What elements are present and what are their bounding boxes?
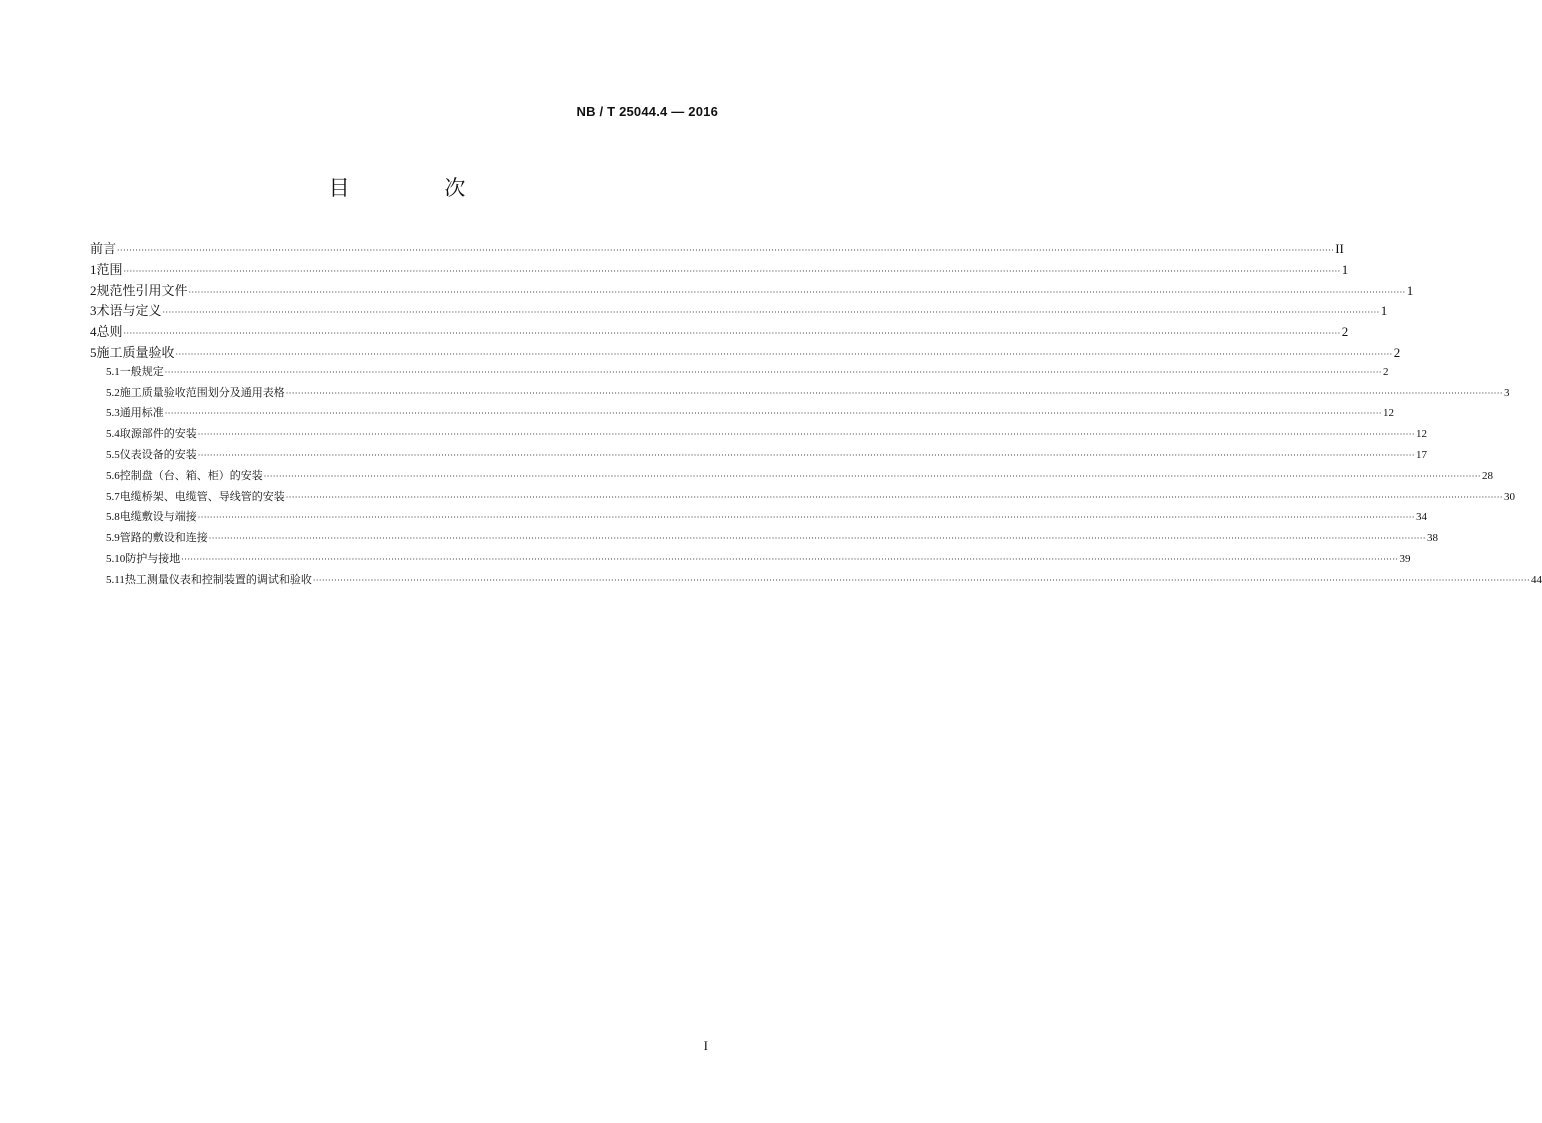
toc-dot-leader: ················································································································································································································································································································································································································: [312, 575, 1531, 585]
toc-entry[interactable]: [90, 550, 1411, 571]
toc-entry-page: 2: [1341, 324, 1349, 340]
toc-entry-title: 热工测量仪表和控制装置的调试和验收: [124, 572, 312, 586]
toc-entry-title: 控制盘（台、箱、柜）的安装: [119, 468, 263, 482]
toc-entry-number: 4: [90, 324, 97, 340]
toc-entry[interactable]: [90, 529, 1438, 550]
toc-entry[interactable]: [90, 488, 1515, 509]
toc-entry-title: 电缆桥架、电缆管、导线管的安装: [119, 489, 285, 503]
toc-entry-title: 取源部件的安装: [119, 427, 197, 441]
toc-entry-number: 5: [90, 344, 97, 360]
toc-entry-page: 1: [1341, 261, 1349, 277]
toc-entry-number: 1: [90, 261, 97, 277]
toc-entry-title: 施工质量验收范围划分及通用表格: [119, 385, 285, 399]
toc-entry-title: 防护与接地: [125, 551, 181, 565]
toc-dot-leader: ················································································································································································································································································································································································································: [285, 492, 1503, 502]
toc-entry-title: 规范性引用文件: [96, 283, 188, 299]
toc-entry[interactable]: [90, 321, 1349, 342]
toc-entry[interactable]: [90, 446, 1427, 467]
toc-dot-leader: ················································································································································································································································································································································································································: [285, 388, 1503, 398]
toc-entry-title: 术语与定义: [96, 304, 162, 320]
toc-entry[interactable]: [90, 259, 1349, 280]
toc-dot-leader: ················································································································································································································································································································································································································: [117, 246, 1335, 255]
toc-entry-title: 电缆敷设与端接: [119, 510, 197, 524]
toc-dot-leader: ················································································································································································································································································································································································································: [208, 534, 1426, 544]
toc-entry-title: 施工质量验收: [96, 345, 175, 361]
toc-entry[interactable]: [90, 280, 1414, 301]
toc-entry-page: 1: [1406, 282, 1414, 298]
toc-dot-leader: ················································································································································································································································································································································································································: [164, 409, 1382, 419]
toc-dot-leader: ················································································································································································································································································································································································································: [162, 308, 1380, 318]
page-number: I: [703, 1038, 708, 1053]
toc-entry[interactable]: [90, 363, 1389, 384]
toc-dot-leader: ················································································································································································································································································································································································································: [197, 430, 1415, 440]
toc-entry-page: 2: [1393, 344, 1401, 360]
toc-entry-number: 5.7: [106, 490, 120, 503]
toc-entry[interactable]: [90, 384, 1510, 405]
toc-entry[interactable]: [90, 425, 1427, 446]
toc-entry-title: 管路的敷设和连接: [119, 531, 208, 545]
toc-entry[interactable]: [90, 238, 1344, 259]
toc-entry-number: 5.9: [106, 532, 120, 545]
toc-entry-page: 12: [1415, 428, 1427, 441]
toc-entry-page: 38: [1426, 532, 1438, 545]
toc-entry-title: 范围: [96, 262, 123, 278]
toc-entry-page: 1: [1380, 303, 1388, 319]
table-of-contents: [90, 238, 1542, 592]
toc-entry[interactable]: [90, 404, 1394, 425]
toc-entry-number: 5.1: [106, 365, 120, 378]
toc-entry-page: 30: [1503, 490, 1515, 503]
toc-dot-leader: ················································································································································································································································································································································································································: [181, 554, 1399, 564]
standard-number: NB / T 25044.4 — 2016: [576, 104, 718, 119]
toc-entry[interactable]: [90, 300, 1388, 321]
toc-entry-page: 3: [1503, 386, 1510, 399]
toc-entry-page: 17: [1415, 448, 1427, 461]
toc-entry-number: 5.3: [106, 407, 120, 420]
toc-entry-number: 3: [90, 303, 97, 319]
toc-entry[interactable]: [90, 571, 1542, 592]
toc-entry-title: 总则: [96, 325, 123, 341]
toc-entry-page: 39: [1399, 552, 1411, 565]
toc-dot-leader: ················································································································································································································································································································································································································: [175, 349, 1393, 359]
toc-entry-page: 2: [1382, 365, 1389, 378]
toc-entry-title: 一般规定: [119, 364, 164, 378]
toc-entry-page: 34: [1415, 511, 1427, 524]
toc-entry[interactable]: [90, 508, 1427, 529]
toc-entry-number: 5.11: [106, 573, 125, 586]
toc-dot-leader: ················································································································································································································································································································································································································: [188, 287, 1406, 297]
toc-entry-number: 5.2: [106, 386, 120, 399]
toc-entry-number: 5.6: [106, 469, 120, 482]
toc-dot-leader: ················································································································································································································································································································································································································: [263, 471, 1481, 481]
toc-dot-leader: ················································································································································································································································································································································································································: [123, 329, 1341, 339]
toc-entry-number: 5.10: [106, 552, 126, 565]
toc-dot-leader: ················································································································································································································································································································································································································: [164, 367, 1382, 377]
toc-entry[interactable]: [90, 342, 1401, 363]
toc-entry-number: 2: [90, 282, 97, 298]
page-title: 目 次: [328, 176, 510, 200]
toc-entry-number: 5.8: [106, 511, 120, 524]
toc-entry-title: 仪表设备的安装: [119, 447, 197, 461]
toc-entry-number: 5.4: [106, 428, 120, 441]
toc-entry[interactable]: [90, 467, 1493, 488]
toc-entry-page: II: [1335, 241, 1344, 256]
toc-entry-number: 5.5: [106, 448, 120, 461]
toc-dot-leader: ················································································································································································································································································································································································································: [197, 450, 1415, 460]
toc-entry-page: 44: [1531, 573, 1542, 586]
toc-entry-title: 前言: [90, 242, 117, 257]
toc-dot-leader: ················································································································································································································································································································································································································: [123, 266, 1341, 276]
toc-dot-leader: ················································································································································································································································································································································································································: [197, 513, 1415, 523]
toc-entry-page: 12: [1382, 407, 1394, 420]
toc-entry-title: 通用标准: [119, 406, 164, 420]
toc-entry-page: 28: [1481, 469, 1493, 482]
